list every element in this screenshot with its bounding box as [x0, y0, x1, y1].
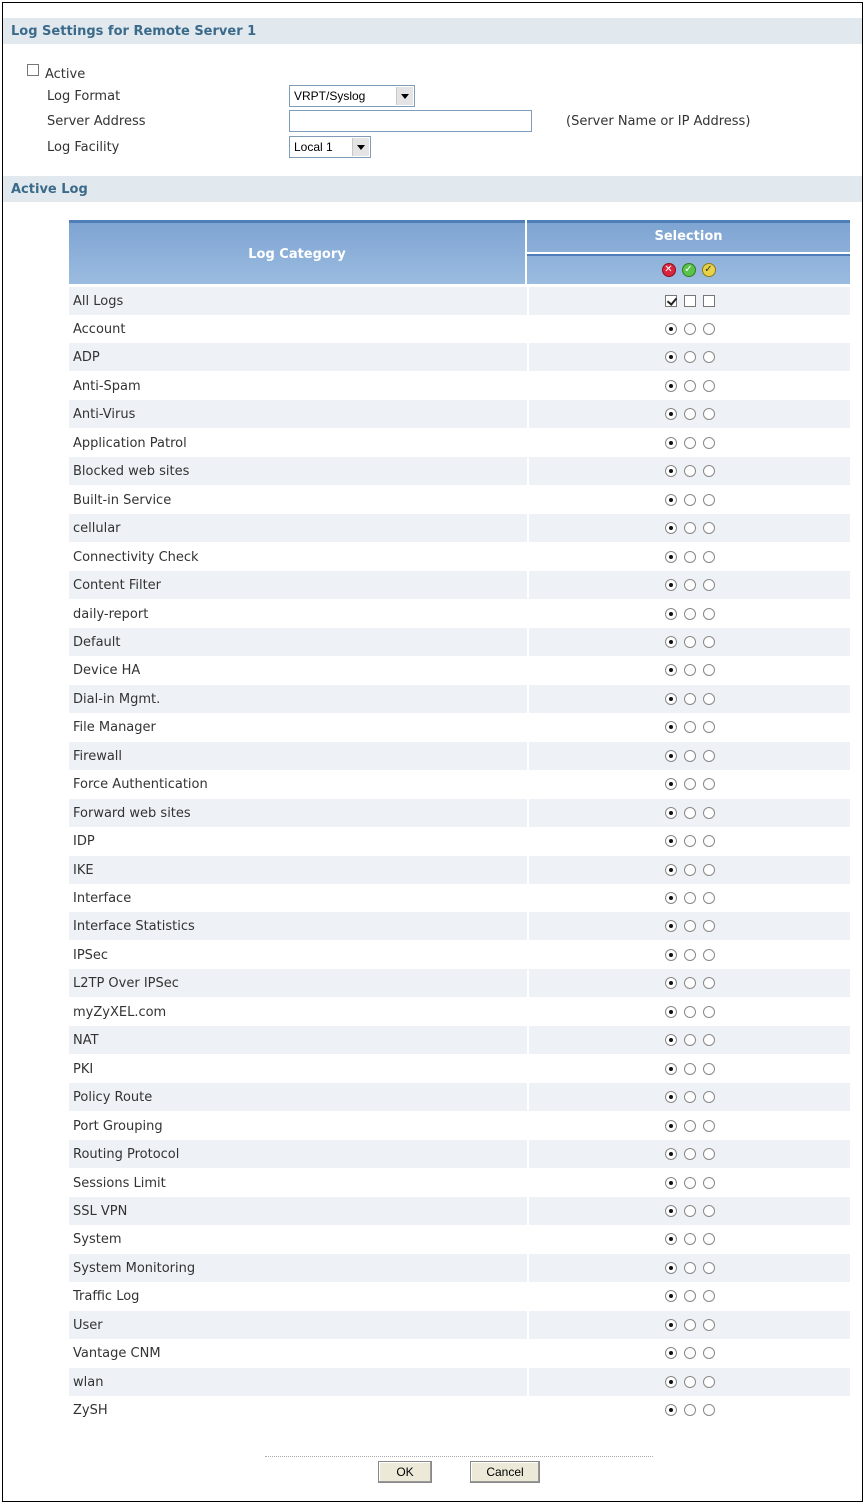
debug-radio[interactable]	[703, 1063, 715, 1075]
debug-radio[interactable]	[703, 750, 715, 762]
debug-radio[interactable]	[703, 1376, 715, 1388]
table-row	[69, 941, 850, 969]
disable-radio[interactable]	[665, 522, 677, 534]
disable-radio[interactable]	[665, 1177, 677, 1189]
normal-radio[interactable]	[684, 608, 696, 620]
debug-radio[interactable]	[703, 1148, 715, 1160]
category-label: IKE	[73, 863, 94, 878]
table-row	[69, 1282, 850, 1310]
disable-radio[interactable]	[665, 636, 677, 648]
selection-header-label: Selection	[527, 223, 850, 254]
table-row	[69, 1140, 850, 1168]
remote-server-section-header	[3, 18, 862, 44]
table-row	[69, 1083, 850, 1111]
server-address-hint: (Server Name or IP Address)	[566, 114, 751, 129]
normal-radio[interactable]	[684, 1177, 696, 1189]
category-label: User	[73, 1318, 103, 1333]
table-row	[69, 1026, 850, 1054]
disable-radio[interactable]	[665, 608, 677, 620]
category-selection	[527, 1225, 850, 1253]
disable-radio[interactable]	[665, 1233, 677, 1245]
debug-radio[interactable]	[703, 1034, 715, 1046]
table-row	[69, 1112, 850, 1140]
normal-radio[interactable]	[684, 664, 696, 676]
category-selection	[527, 1083, 850, 1111]
category-selection	[527, 799, 850, 827]
table-row	[69, 770, 850, 798]
category-selection	[527, 1055, 850, 1083]
table-row	[69, 656, 850, 684]
log-format-label: Log Format	[47, 89, 121, 104]
table-row	[69, 1197, 850, 1225]
disable-radio[interactable]	[665, 465, 677, 477]
category-label: cellular	[73, 521, 121, 536]
table-row	[69, 912, 850, 940]
disable-radio[interactable]	[665, 778, 677, 790]
normal-radio[interactable]	[684, 551, 696, 563]
normal-radio[interactable]	[684, 636, 696, 648]
active-log-section-header	[3, 176, 862, 202]
enable-normal-icon: ✓	[682, 263, 696, 277]
disable-radio[interactable]	[665, 351, 677, 363]
normal-radio[interactable]	[684, 693, 696, 705]
debug-radio[interactable]	[703, 693, 715, 705]
disable-icon: ✕	[662, 263, 676, 277]
category-selection	[527, 884, 850, 912]
normal-radio[interactable]	[684, 522, 696, 534]
table-row	[69, 372, 850, 400]
disable-radio[interactable]	[665, 551, 677, 563]
normal-radio[interactable]	[684, 807, 696, 819]
table-row	[69, 514, 850, 542]
disable-radio[interactable]	[665, 1091, 677, 1103]
debug-radio[interactable]	[703, 778, 715, 790]
debug-radio[interactable]	[703, 920, 715, 932]
category-selection	[527, 486, 850, 514]
category-selection	[527, 1026, 850, 1054]
active-log-section-title: Active Log	[11, 182, 88, 197]
debug-radio[interactable]	[703, 977, 715, 989]
log-category-header-label: Log Category	[248, 247, 346, 262]
disable-radio[interactable]	[665, 408, 677, 420]
normal-radio[interactable]	[684, 920, 696, 932]
category-selection	[527, 969, 850, 997]
normal-radio[interactable]	[684, 721, 696, 733]
normal-radio[interactable]	[684, 1404, 696, 1416]
category-label: L2TP Over IPSec	[73, 976, 179, 991]
category-label: Port Grouping	[73, 1119, 163, 1134]
normal-radio[interactable]	[684, 778, 696, 790]
table-row	[69, 400, 850, 428]
category-selection	[527, 628, 850, 656]
category-selection	[527, 372, 850, 400]
category-selection	[527, 514, 850, 542]
category-label: Vantage CNM	[73, 1346, 161, 1361]
disable-radio[interactable]	[665, 494, 677, 506]
category-selection	[527, 770, 850, 798]
table-row	[69, 628, 850, 656]
category-label: daily-report	[73, 607, 149, 622]
table-row	[69, 856, 850, 884]
disable-radio[interactable]	[665, 1006, 677, 1018]
category-selection	[527, 656, 850, 684]
disable-radio[interactable]	[665, 380, 677, 392]
disable-radio[interactable]	[665, 1148, 677, 1160]
log-format-select[interactable]	[289, 85, 415, 107]
table-row	[69, 1225, 850, 1253]
disable-radio[interactable]	[665, 1120, 677, 1132]
category-label: Routing Protocol	[73, 1147, 180, 1162]
normal-radio[interactable]	[684, 977, 696, 989]
chevron-down-icon	[396, 87, 413, 105]
debug-radio[interactable]	[703, 664, 715, 676]
category-selection	[527, 1282, 850, 1310]
log-facility-select[interactable]	[289, 136, 371, 158]
normal-radio[interactable]	[684, 892, 696, 904]
category-selection	[527, 1197, 850, 1225]
debug-radio[interactable]	[703, 1205, 715, 1217]
normal-radio[interactable]	[684, 1063, 696, 1075]
normal-radio[interactable]	[684, 579, 696, 591]
debug-radio[interactable]	[703, 892, 715, 904]
category-label: Built-in Service	[73, 493, 172, 508]
table-row	[69, 600, 850, 628]
disable-radio[interactable]	[665, 892, 677, 904]
normal-radio[interactable]	[684, 835, 696, 847]
disable-radio[interactable]	[665, 1290, 677, 1302]
normal-radio[interactable]	[684, 1347, 696, 1359]
category-label: PKI	[73, 1062, 94, 1077]
debug-radio[interactable]	[703, 1006, 715, 1018]
normal-radio[interactable]	[684, 380, 696, 392]
normal-radio[interactable]	[684, 949, 696, 961]
log-settings-panel	[2, 2, 863, 1502]
table-row	[69, 1368, 850, 1396]
chevron-down-icon	[352, 138, 369, 156]
category-label: Device HA	[73, 663, 141, 678]
normal-radio[interactable]	[684, 1091, 696, 1103]
disable-radio[interactable]	[665, 864, 677, 876]
normal-radio[interactable]	[684, 1034, 696, 1046]
all-logs-debug-checkbox[interactable]	[703, 295, 715, 307]
disable-radio[interactable]	[665, 807, 677, 819]
category-label: IPSec	[73, 948, 109, 963]
debug-radio[interactable]	[703, 1319, 715, 1331]
category-label: Default	[73, 635, 121, 650]
table-row	[69, 486, 850, 514]
disable-radio[interactable]	[665, 1404, 677, 1416]
category-label: Force Authentication	[73, 777, 208, 792]
table-row	[69, 799, 850, 827]
category-selection	[527, 941, 850, 969]
category-label: Content Filter	[73, 578, 162, 593]
category-label: Blocked web sites	[73, 464, 190, 479]
category-selection	[527, 457, 850, 485]
category-label: wlan	[73, 1375, 104, 1390]
disable-radio[interactable]	[665, 664, 677, 676]
server-address-label: Server Address	[47, 114, 146, 129]
disable-radio[interactable]	[665, 437, 677, 449]
category-selection	[527, 1140, 850, 1168]
table-row	[69, 827, 850, 855]
category-label: Sessions Limit	[73, 1176, 166, 1191]
disable-radio[interactable]	[665, 1319, 677, 1331]
all-logs-normal-checkbox[interactable]	[684, 295, 696, 307]
table-row	[69, 998, 850, 1026]
disable-radio[interactable]	[665, 693, 677, 705]
category-label: Application Patrol	[73, 436, 187, 451]
debug-radio[interactable]	[703, 437, 715, 449]
debug-radio[interactable]	[703, 494, 715, 506]
all-logs-disable-checkbox[interactable]	[665, 295, 677, 307]
table-row	[69, 457, 850, 485]
table-row	[69, 1339, 850, 1367]
log-facility-label: Log Facility	[47, 140, 120, 155]
category-selection	[527, 856, 850, 884]
normal-radio[interactable]	[684, 1006, 696, 1018]
normal-radio[interactable]	[684, 1262, 696, 1274]
button-divider	[265, 1456, 653, 1457]
category-label: IDP	[73, 834, 95, 849]
disable-radio[interactable]	[665, 1262, 677, 1274]
normal-radio[interactable]	[684, 408, 696, 420]
debug-radio[interactable]	[703, 807, 715, 819]
category-selection	[527, 429, 850, 457]
category-selection	[527, 998, 850, 1026]
normal-radio[interactable]	[684, 465, 696, 477]
category-label: Forward web sites	[73, 806, 191, 821]
disable-radio[interactable]	[665, 579, 677, 591]
normal-radio[interactable]	[684, 1376, 696, 1388]
normal-radio[interactable]	[684, 1205, 696, 1217]
disable-radio[interactable]	[665, 835, 677, 847]
active-label: Active	[45, 67, 86, 82]
category-selection	[527, 1112, 850, 1140]
category-selection	[527, 827, 850, 855]
debug-radio[interactable]	[703, 1262, 715, 1274]
debug-radio[interactable]	[703, 721, 715, 733]
debug-radio[interactable]	[703, 380, 715, 392]
table-row	[69, 571, 850, 599]
table-row	[69, 969, 850, 997]
category-label: Connectivity Check	[73, 550, 199, 565]
debug-radio[interactable]	[703, 949, 715, 961]
disable-radio[interactable]	[665, 1034, 677, 1046]
selection-header-icons	[527, 254, 850, 284]
category-selection	[527, 685, 850, 713]
category-selection	[527, 742, 850, 770]
category-selection	[527, 343, 850, 371]
category-label: Account	[73, 322, 126, 337]
debug-radio[interactable]	[703, 351, 715, 363]
category-label: SSL VPN	[73, 1204, 128, 1219]
category-selection	[527, 713, 850, 741]
ok-button[interactable]: OK	[378, 1461, 432, 1483]
table-row	[69, 713, 850, 741]
table-row	[69, 1396, 850, 1424]
disable-radio[interactable]	[665, 323, 677, 335]
category-selection	[527, 571, 850, 599]
debug-radio[interactable]	[703, 1091, 715, 1103]
category-label: Traffic Log	[73, 1289, 140, 1304]
debug-radio[interactable]	[703, 1177, 715, 1189]
category-label: myZyXEL.com	[73, 1005, 167, 1020]
remote-server-section-title: Log Settings for Remote Server 1	[11, 24, 257, 39]
category-selection	[527, 1339, 850, 1367]
debug-radio[interactable]	[703, 608, 715, 620]
normal-radio[interactable]	[684, 1319, 696, 1331]
table-row	[69, 429, 850, 457]
normal-radio[interactable]	[684, 1233, 696, 1245]
disable-radio[interactable]	[665, 1063, 677, 1075]
disable-radio[interactable]	[665, 949, 677, 961]
active-checkbox[interactable]	[27, 64, 39, 76]
category-label: File Manager	[73, 720, 156, 735]
server-address-input[interactable]	[289, 110, 532, 132]
disable-radio[interactable]	[665, 920, 677, 932]
category-label: Anti-Virus	[73, 407, 136, 422]
table-row	[69, 1311, 850, 1339]
category-label: ZySH	[73, 1403, 108, 1418]
debug-radio[interactable]	[703, 1233, 715, 1245]
table-row	[69, 884, 850, 912]
debug-radio[interactable]	[703, 1347, 715, 1359]
normal-radio[interactable]	[684, 1290, 696, 1302]
category-label: System	[73, 1232, 122, 1247]
enable-debug-icon: ✓	[702, 263, 716, 277]
category-label: Firewall	[73, 749, 123, 764]
debug-radio[interactable]	[703, 835, 715, 847]
category-selection	[527, 400, 850, 428]
cancel-button[interactable]: Cancel	[470, 1461, 540, 1483]
disable-radio[interactable]	[665, 1347, 677, 1359]
debug-radio[interactable]	[703, 1404, 715, 1416]
normal-radio[interactable]	[684, 494, 696, 506]
category-selection	[527, 1169, 850, 1197]
disable-radio[interactable]	[665, 721, 677, 733]
table-row	[69, 1254, 850, 1282]
disable-radio[interactable]	[665, 750, 677, 762]
log-facility-value: Local 1	[294, 140, 333, 154]
category-selection	[527, 315, 850, 343]
all-logs-label: All Logs	[73, 294, 124, 309]
category-selection	[527, 543, 850, 571]
log-format-value: VRPT/Syslog	[294, 89, 366, 103]
table-row	[69, 1169, 850, 1197]
category-selection	[527, 1396, 850, 1424]
table-row	[69, 315, 850, 343]
all-logs-selection	[527, 287, 850, 315]
debug-radio[interactable]	[703, 1120, 715, 1132]
category-label: System Monitoring	[73, 1261, 196, 1276]
disable-radio[interactable]	[665, 1205, 677, 1217]
debug-radio[interactable]	[703, 522, 715, 534]
log-category-column-header	[69, 220, 525, 284]
category-selection	[527, 912, 850, 940]
category-selection	[527, 1368, 850, 1396]
debug-radio[interactable]	[703, 579, 715, 591]
category-label: Dial-in Mgmt.	[73, 692, 161, 707]
category-selection	[527, 1311, 850, 1339]
category-selection	[527, 1254, 850, 1282]
normal-radio[interactable]	[684, 750, 696, 762]
debug-radio[interactable]	[703, 465, 715, 477]
normal-radio[interactable]	[684, 1120, 696, 1132]
table-row	[69, 343, 850, 371]
normal-radio[interactable]	[684, 351, 696, 363]
disable-radio[interactable]	[665, 1376, 677, 1388]
category-label: Interface Statistics	[73, 919, 195, 934]
normal-radio[interactable]	[684, 864, 696, 876]
debug-radio[interactable]	[703, 551, 715, 563]
debug-radio[interactable]	[703, 636, 715, 648]
debug-radio[interactable]	[703, 408, 715, 420]
selection-column-header	[527, 220, 850, 284]
category-label: Policy Route	[73, 1090, 153, 1105]
table-row	[69, 1055, 850, 1083]
debug-radio[interactable]	[703, 1290, 715, 1302]
table-row	[69, 685, 850, 713]
table-row	[69, 543, 850, 571]
normal-radio[interactable]	[684, 323, 696, 335]
normal-radio[interactable]	[684, 437, 696, 449]
category-selection	[527, 600, 850, 628]
debug-radio[interactable]	[703, 864, 715, 876]
category-label: ADP	[73, 350, 100, 365]
category-label: Interface	[73, 891, 132, 906]
category-label: Anti-Spam	[73, 379, 141, 394]
normal-radio[interactable]	[684, 1148, 696, 1160]
table-row-all-logs	[69, 287, 850, 315]
disable-radio[interactable]	[665, 977, 677, 989]
debug-radio[interactable]	[703, 323, 715, 335]
table-row	[69, 742, 850, 770]
category-label: NAT	[73, 1033, 99, 1048]
